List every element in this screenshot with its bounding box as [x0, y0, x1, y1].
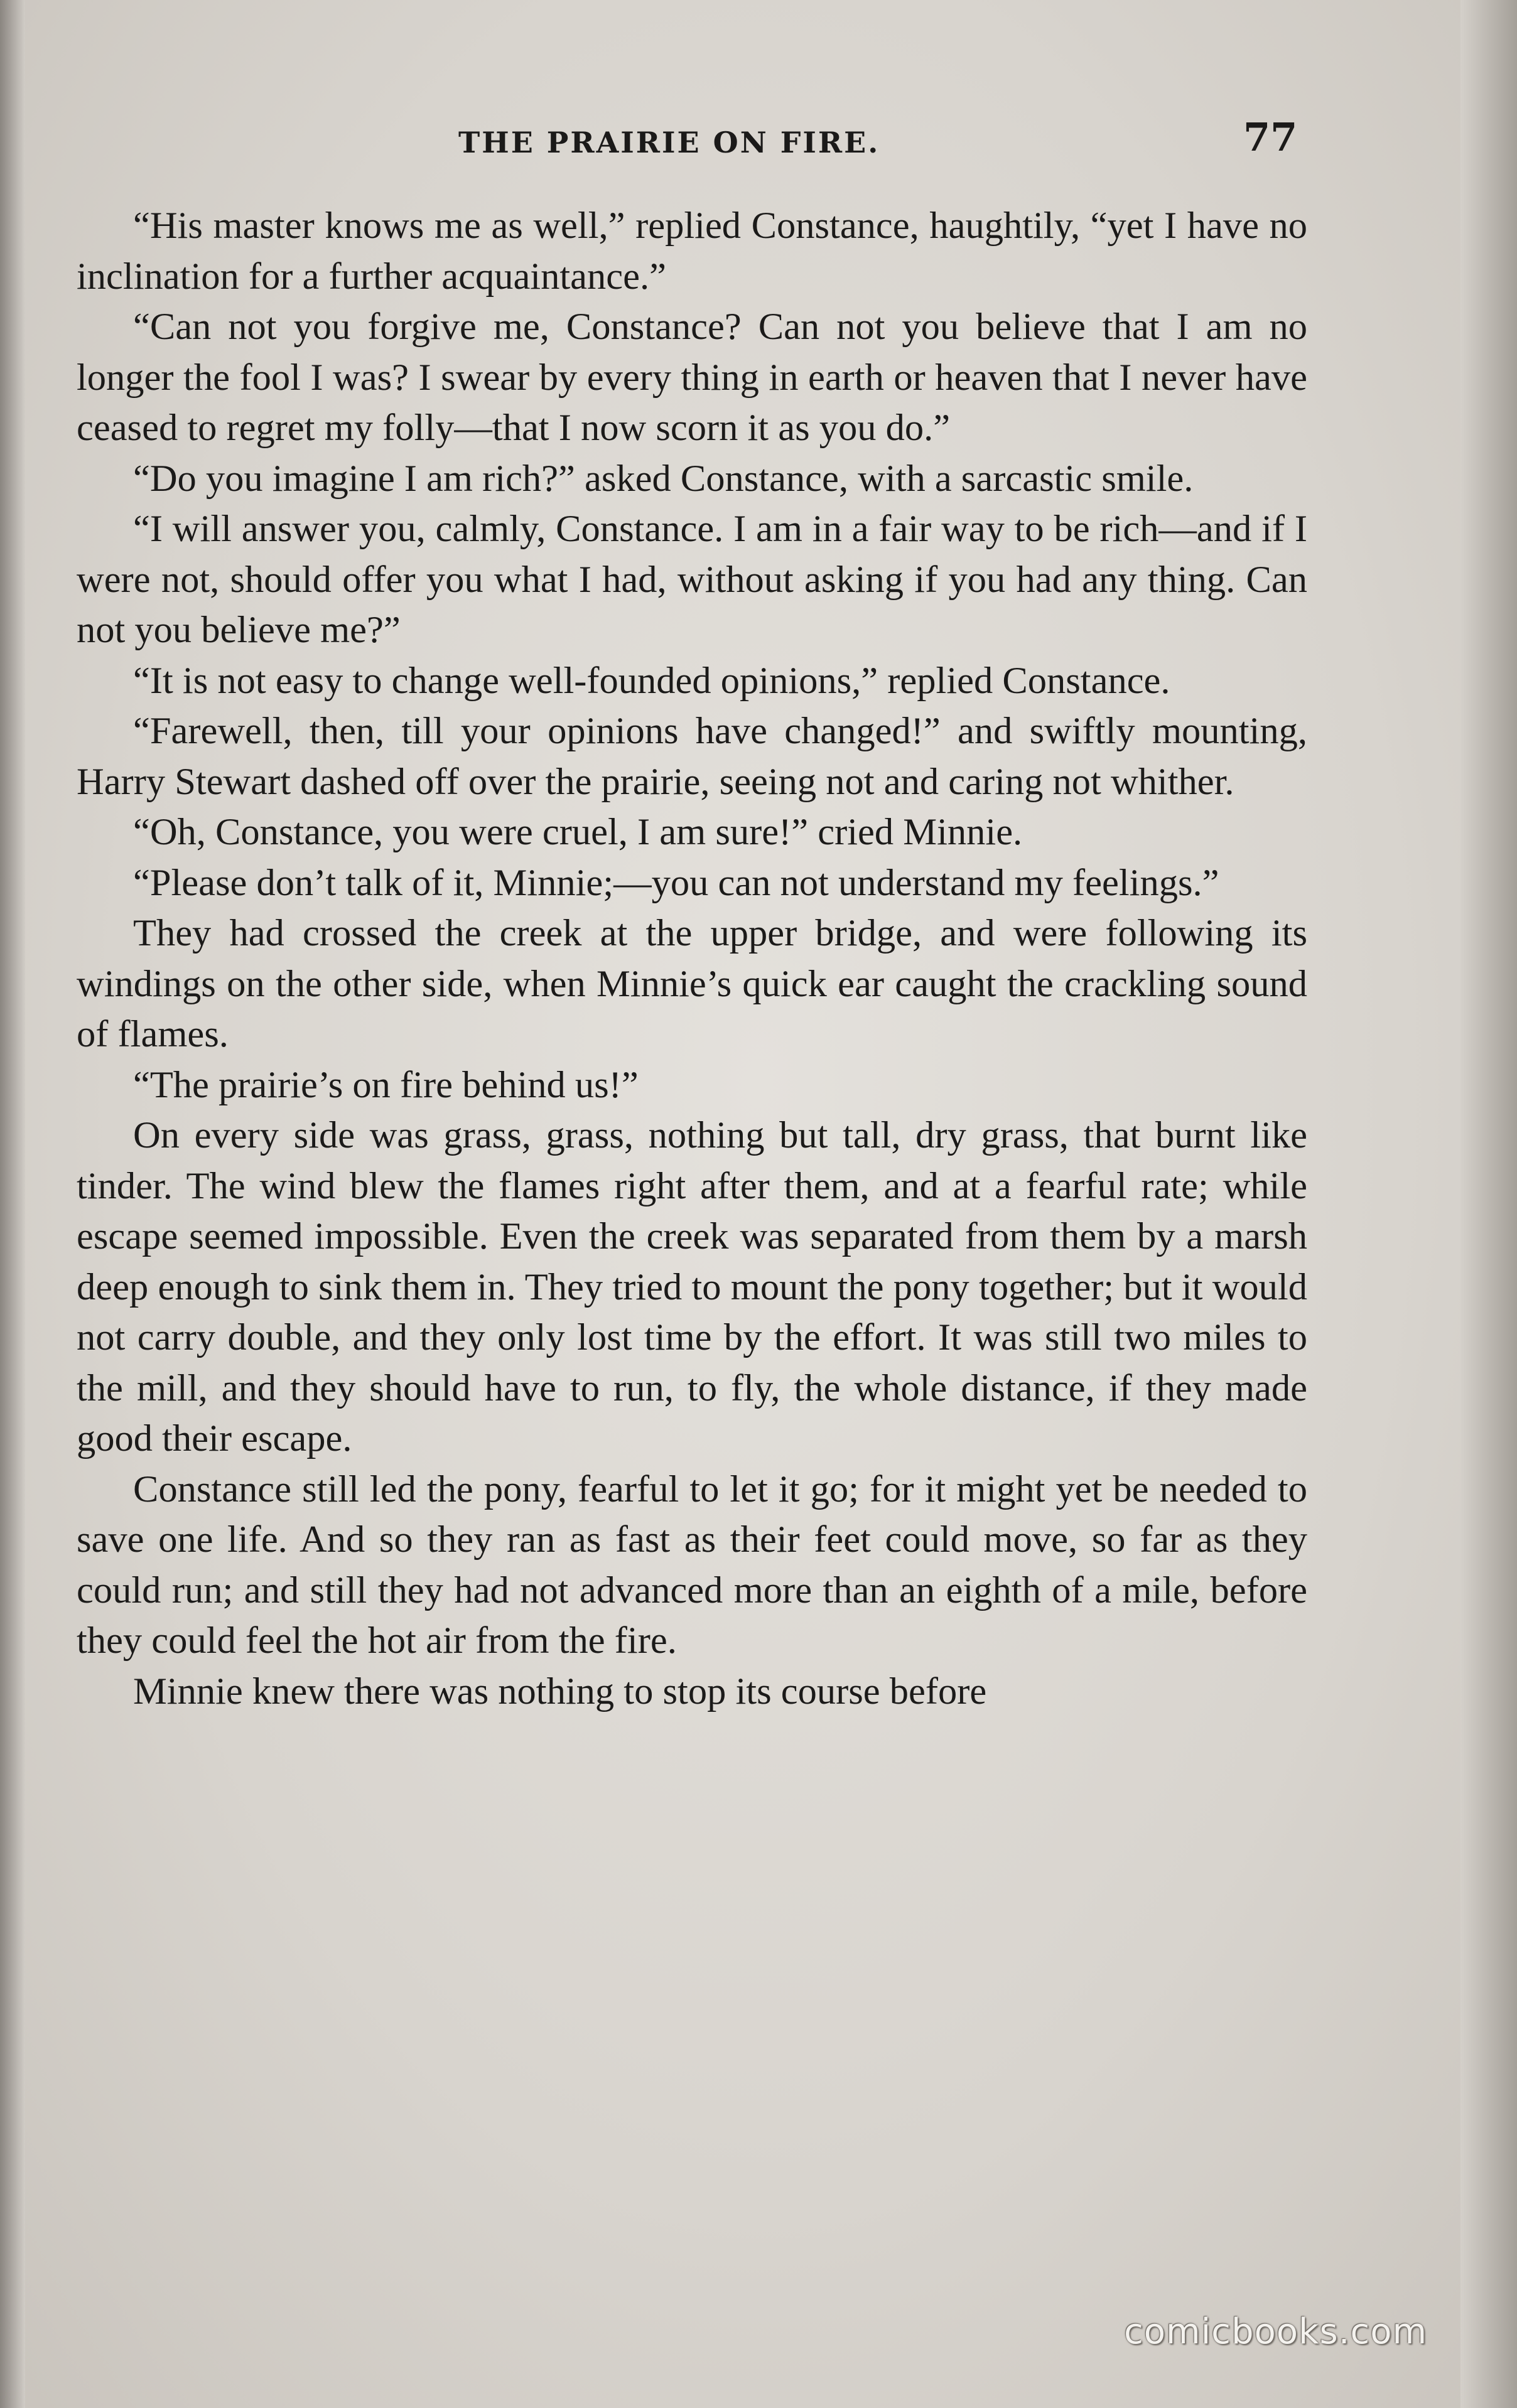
- paragraph: “Do you imagine I am rich?” asked Constance, with a sarcastic smile.: [133, 457, 1194, 500]
- paragraph: “Can not you forgive me, Constance? Can not you believe that I am no longer the fool I was? I swear by every thing in earth or heaven that I never have ceased to regret my folly—that I now scorn it as you do.”: [77, 306, 1307, 449]
- running-title: THE PRAIRIE ON FIRE.: [458, 126, 880, 159]
- paragraph: “His master knows me as well,” replied Constance, haughtily, “yet I have no inclination for a further acquaintance.”: [77, 205, 1307, 298]
- page-edge-shadow: [1460, 0, 1517, 2408]
- paragraph: “Please don’t talk of it, Minnie;—you can not understand my feelings.”: [133, 861, 1219, 904]
- paragraph: “Oh, Constance, you were cruel, I am sure!” cried Minnie.: [133, 811, 1023, 853]
- paragraph: Minnie knew there was nothing to stop its course before: [133, 1670, 987, 1712]
- paragraph: “I will answer you, calmly, Constance. I am in a fair way to be rich—and if I were not, should offer you what I had, without asking if you had any thing. Can not you believe me?”: [77, 508, 1307, 651]
- paragraph: “The prairie’s on fire behind us!”: [133, 1063, 639, 1106]
- paragraph: “Farewell, then, till your opinions have changed!” and swiftly mounting, Harry Stewart dashed off over the prairie, seeing not and caring not whither.: [77, 710, 1307, 803]
- page-number: 77: [1243, 114, 1298, 160]
- watermark: comicbooks.com: [1124, 2311, 1428, 2352]
- page-header: [82, 114, 1312, 164]
- paragraph: They had crossed the creek at the upper bridge, and were following its windings on the other side, when Minnie’s quick ear caught the crackling sound of flames.: [77, 912, 1307, 1055]
- paragraph: “It is not easy to change well-founded opinions,” replied Constance.: [133, 659, 1170, 702]
- paragraph: On every side was grass, grass, nothing but tall, dry grass, that burnt like tinder. The wind blew the flames right after them, and at a fearful rate; while escape seemed impossible. Even the creek was separated from them by a marsh deep enough to sink them in. They tried to mount the pony together; but it would not carry double, and they only lost time by the effort. It was still two miles to the mill, and they should have to run, to fly, the whole distance, if they made good their escape.: [77, 1114, 1307, 1459]
- page-gutter-shadow: [0, 0, 25, 2408]
- paragraph: Constance still led the pony, fearful to let it go; for it might yet be needed to save one life. And so they ran as fast as their feet could move, so far as they could run; and still they had not advanced more than an eighth of a mile, before they could feel the hot air from the fire.: [77, 1468, 1307, 1662]
- body-text: [77, 201, 1307, 1717]
